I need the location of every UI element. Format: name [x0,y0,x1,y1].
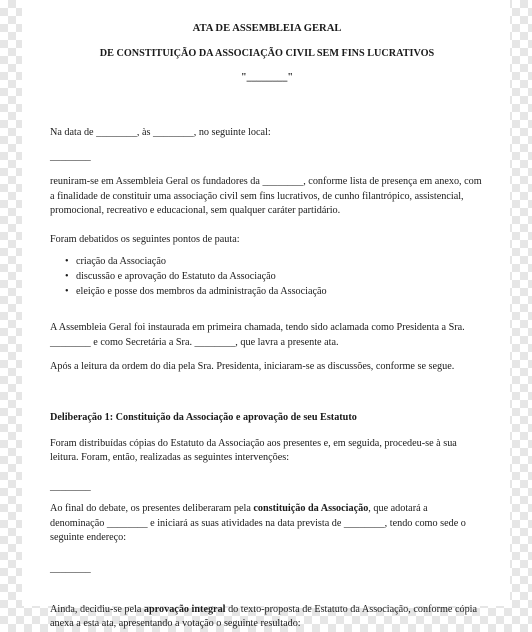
paragraph-statute-reading: Foram distribuídas cópias do Estatuto da Associação aos presentes e, em seguida, procedeu-se à sua leitura. Foram, então, realizadas as seguintes intervenções: [50,437,457,464]
deliberation-heading: Deliberação 1: Constituição da Associação e aprovação de seu Estatuto [50,411,357,423]
interventions-blank: ________ [50,480,91,492]
association-name-placeholder: "________" [240,72,294,84]
constitution-bold: constituição da Associação [253,503,369,515]
agenda-item: • eleição e posse dos membros da administração da Associação [76,285,484,300]
paragraph-assembly-opening: A Assembleia Geral foi instaurada em primeira chamada, tendo sido aclamada como Presidenta a Sra. ________ e como Secretária a Sra. ________, que lavra a presente ata. [50,322,465,348]
approval-bold: aprovação integral [143,603,226,615]
address-blank: ________ [50,563,91,575]
document-page [22,0,510,630]
approval-text-start: Ainda, decidiu-se pela [50,603,144,615]
document-title: ATA DE ASSEMBLEIA GERAL [192,23,342,34]
agenda-item: • discussão e aprovação do Estatuto da Associação [76,270,484,285]
constitution-text-start: Ao final do debate, os presentes deliberaram pela [50,503,254,515]
agenda-item: • criação da Associação [76,255,484,270]
paragraph-agenda-intro: Foram debatidos os seguintes pontos de pauta: [50,233,240,245]
location-blank: ________ [50,151,91,163]
constitution-text-end: , que adotará a denominação ________ e iniciará as suas atividades na data prevista de ________, tendo como sede o seguinte endereço: [50,503,466,544]
paragraph-discussion-start: Após a leitura da ordem do dia pela Sra. Presidenta, iniciaram-se as discussões, conforme se segue. [50,361,455,373]
document-subtitle: DE CONSTITUIÇÃO DA ASSOCIAÇÃO CIVIL SEM FINS LUCRATIVOS [99,47,435,59]
date-line: Na data de ________, às ________, no seguinte local: [50,126,271,138]
paragraph-statute-approval [50,603,484,632]
paragraph-founders: reuniram-se em Assembleia Geral os fundadores da ________, conforme lista de presença em anexo, com a finalidade de constituir uma associação civil sem fins lucrativos, de cunho filantrópico, assistencial, promocional, recreativo e educacional, sem qualquer caráter partidário. [50,175,482,217]
paragraph-constitution-decision [50,502,484,546]
agenda-list [50,255,484,299]
document-content [50,22,484,632]
approval-text-end: do texto-proposta de Estatuto da Associação, conforme cópia anexa a esta ata, apresentando a votação o seguinte resultado: [50,603,478,630]
